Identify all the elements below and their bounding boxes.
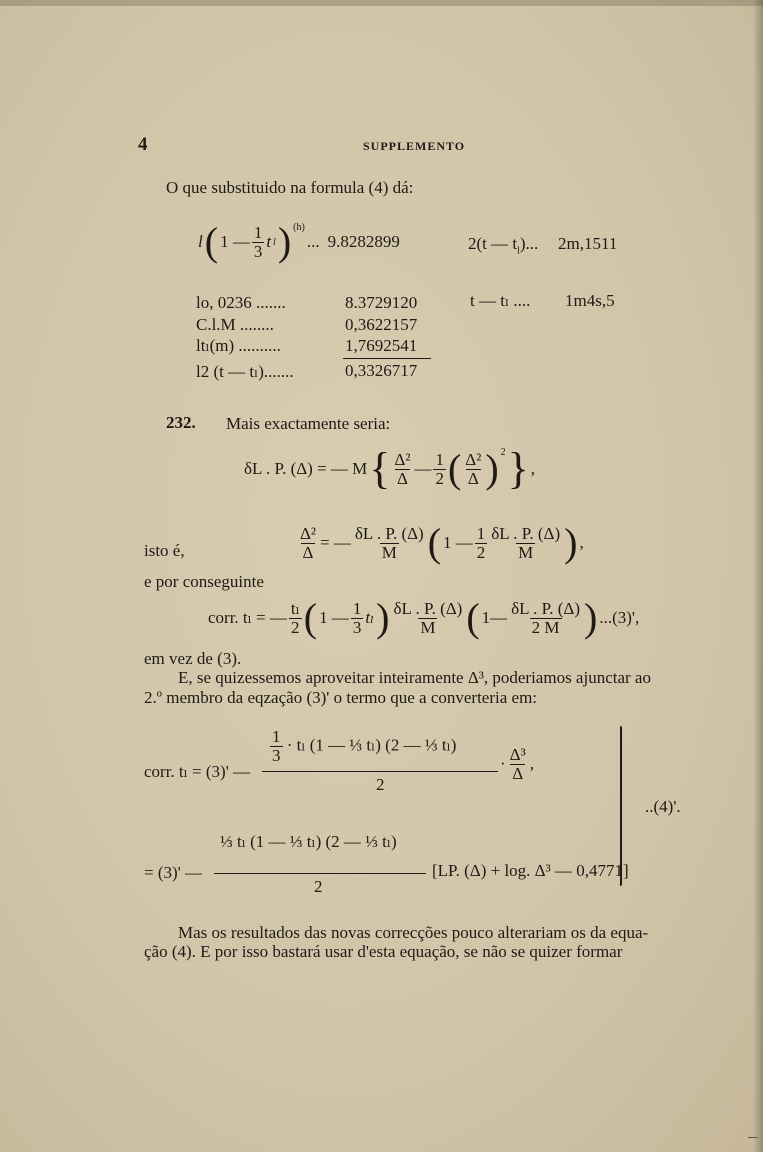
formula-fraction-num: 1 (253, 222, 263, 242)
section-title: Mais exactamente seria: (226, 414, 391, 433)
formula-var: t (266, 232, 272, 251)
eq1-lhs: δL . P. (Δ) = — M (244, 459, 368, 478)
formula-open-paren: ( (204, 219, 219, 264)
eq2-frac3-num: 1 (476, 523, 486, 543)
eq3-frac2-num: 1 (352, 598, 362, 618)
eq3-frac3-den: M (420, 617, 436, 637)
eq4-frac2 (508, 746, 528, 783)
eq2-eq: = — (320, 533, 351, 552)
eq4-tail-fraction (500, 746, 534, 783)
eq2-one: 1 — (443, 533, 473, 552)
calc-row-label: lo, 0236 ....... (196, 293, 286, 312)
right-value-1: 2m,1511 (558, 234, 618, 253)
eq2-frac3-den: 2 (476, 542, 486, 562)
eq2-frac1-den: Δ (302, 542, 314, 562)
top-edge-shadow (0, 0, 763, 6)
eq2-frac4 (489, 525, 562, 562)
eq3-frac3-num: δL . P. (Δ) (393, 598, 463, 618)
eq1-frac1-den: Δ (396, 468, 408, 488)
eq3-one-2: 1— (481, 608, 508, 627)
consequently-line: e por conseguinte (144, 572, 264, 591)
calc-row-label: C.l.M ........ (196, 315, 274, 334)
eq2-open-paren: ( (427, 520, 442, 565)
eq4-lhs: corr. tₗ = (3)' — (144, 762, 251, 781)
eq1-exponent: 2 (500, 447, 506, 458)
equation-delta-lp (244, 444, 536, 493)
eq1-open-brace: { (369, 444, 391, 493)
formula-exponent: (h) (293, 222, 305, 233)
total-value: 0,3326717 (345, 361, 418, 380)
right-brace (620, 726, 622, 886)
eq3-frac4-den: 2 M (531, 617, 560, 637)
eq1-frac3-den: Δ (467, 468, 479, 488)
paragraph-1-line-2: 2.º membro da eqzação (3)' o termo que a converteria em: (144, 688, 538, 707)
eq3-lhs: corr. tₗ = — (208, 608, 287, 627)
calc-row-value: 1,7692541 (345, 336, 418, 355)
eq2-tail: , (579, 533, 584, 552)
eq4-num-text: · tₗ (1 — ⅓ tₗ) (2 — ⅓ tₗ) (286, 735, 457, 755)
eq1-close-paren: ) (485, 446, 499, 491)
eq3-close-paren: ) (376, 595, 390, 640)
eq3-frac2 (351, 600, 364, 637)
eq4-frac2-den: Δ (512, 763, 524, 783)
formula-value: 9.8282899 (327, 232, 400, 251)
eq4-denominator: 2 (376, 775, 385, 794)
eq2-frac1 (298, 525, 318, 562)
brace-label: ..(4)'. (645, 797, 681, 816)
sum-rule (343, 358, 431, 359)
eq1-frac3-num: Δ² (465, 449, 482, 469)
eq1-minus: — (414, 459, 432, 478)
eq1-frac3 (463, 451, 483, 488)
eq3-open-paren-2: ( (466, 595, 480, 640)
formula-prefix: l (198, 232, 203, 251)
calc-row-value: 0,3622157 (345, 315, 418, 334)
eq5-bracket: [LP. (Δ) + log. Δ³ — 0,4771] (432, 861, 629, 880)
intro-line: O que substituido na formula (4) dá: (166, 178, 414, 197)
eq5-numerator: ⅓ tₗ (1 — ⅓ tₗ) (2 — ⅓ tₗ) (220, 832, 397, 851)
eq3-frac4-num: δL . P. (Δ) (511, 598, 581, 618)
eq4-main-fraction-bar (262, 771, 498, 772)
eq4-inner-frac (270, 728, 283, 765)
eq3-frac4 (509, 600, 582, 637)
formula-var-sub: l (273, 236, 276, 248)
eq3-frac1 (289, 600, 302, 637)
eq2-frac2 (353, 525, 426, 562)
formula-one: 1 — (220, 232, 250, 251)
eq4-inner-num: 1 (272, 727, 281, 746)
eq3-frac3 (392, 600, 465, 637)
eq2-frac4-num: δL . P. (Δ) (491, 523, 561, 543)
eq4-dot: · (500, 754, 506, 774)
right-label-1 (468, 234, 538, 256)
eq1-frac1-num: Δ² (394, 449, 411, 469)
instead-line: em vez de (3). (144, 649, 242, 668)
paragraph-2-line-1: Mas os resultados das novas correcções pouco alterariam os da equa- (178, 923, 649, 942)
eq1-open-paren: ( (447, 446, 462, 491)
eq5-denominator: 2 (314, 877, 323, 896)
eq2-close-paren: ) (564, 520, 578, 565)
eq1-frac2-den: 2 (435, 468, 444, 488)
calc-row-value: 8.3729120 (345, 293, 418, 312)
right-value-2: 1m4s,5 (565, 291, 615, 310)
right-edge-shadow (753, 0, 763, 1152)
eq1-frac2-num: 1 (435, 449, 444, 469)
section-number: 232. (166, 413, 196, 432)
eq2-frac2-num: δL . P. (Δ) (354, 523, 424, 543)
eq1-frac2 (433, 451, 446, 488)
eq1-frac1 (392, 451, 412, 488)
eq4-numerator (270, 728, 456, 765)
log-formula (198, 219, 400, 264)
total-label: l2 (t — tₗ)....... (196, 362, 294, 381)
formula-dots: ... (306, 232, 320, 251)
eq4-tail: , (529, 754, 534, 774)
eq2-frac3 (475, 525, 488, 562)
paragraph-2-line-2: ção (4). E por isso bastará usar d'esta equação, se não se quizer formar (144, 942, 623, 961)
eq3-one: 1 — (319, 608, 349, 627)
eq1-close-brace: } (507, 444, 529, 493)
running-header: SUPPLEMENTO (363, 139, 466, 153)
eq3-tail: ...(3)', (599, 608, 640, 627)
isto-label: isto é, (144, 541, 185, 560)
right-label-1-sub: l (517, 245, 520, 257)
eq5-lhs: = (3)' — (144, 863, 202, 882)
eq2-frac2-den: M (381, 542, 397, 562)
equation-isto (298, 520, 584, 565)
eq3-frac1-den: 2 (291, 617, 300, 637)
formula-close-paren: ) (277, 219, 292, 264)
corner-mark (748, 1137, 758, 1138)
page-number: 4 (138, 134, 148, 155)
eq2-frac4-den: M (518, 542, 534, 562)
right-label-2: t — tₗ .... (470, 291, 531, 310)
eq5-main-fraction-bar (214, 873, 426, 874)
eq4-inner-den: 3 (272, 745, 281, 765)
eq2-frac1-num: Δ² (300, 523, 317, 543)
equation-corr-3 (208, 595, 640, 640)
eq3-frac1-num: tₗ (290, 598, 300, 618)
eq4-frac2-num: Δ³ (509, 745, 526, 764)
calc-row-label: ltₗ(m) .......... (196, 336, 281, 355)
eq3-close-paren-2: ) (584, 595, 598, 640)
eq1-tail: , (530, 459, 536, 478)
formula-fraction (252, 224, 265, 261)
eq3-var: tₗ (365, 608, 375, 627)
paragraph-1-line-1: E, se quizessemos aproveitar inteiramente Δ³, poderiamos ajunctar ao (178, 668, 651, 687)
right-label-1-end: )... (519, 234, 539, 253)
formula-fraction-den: 3 (253, 241, 263, 261)
eq3-open-paren: ( (303, 595, 318, 640)
eq3-frac2-den: 3 (352, 617, 362, 637)
right-label-1-text: 2(t — t (468, 234, 518, 253)
